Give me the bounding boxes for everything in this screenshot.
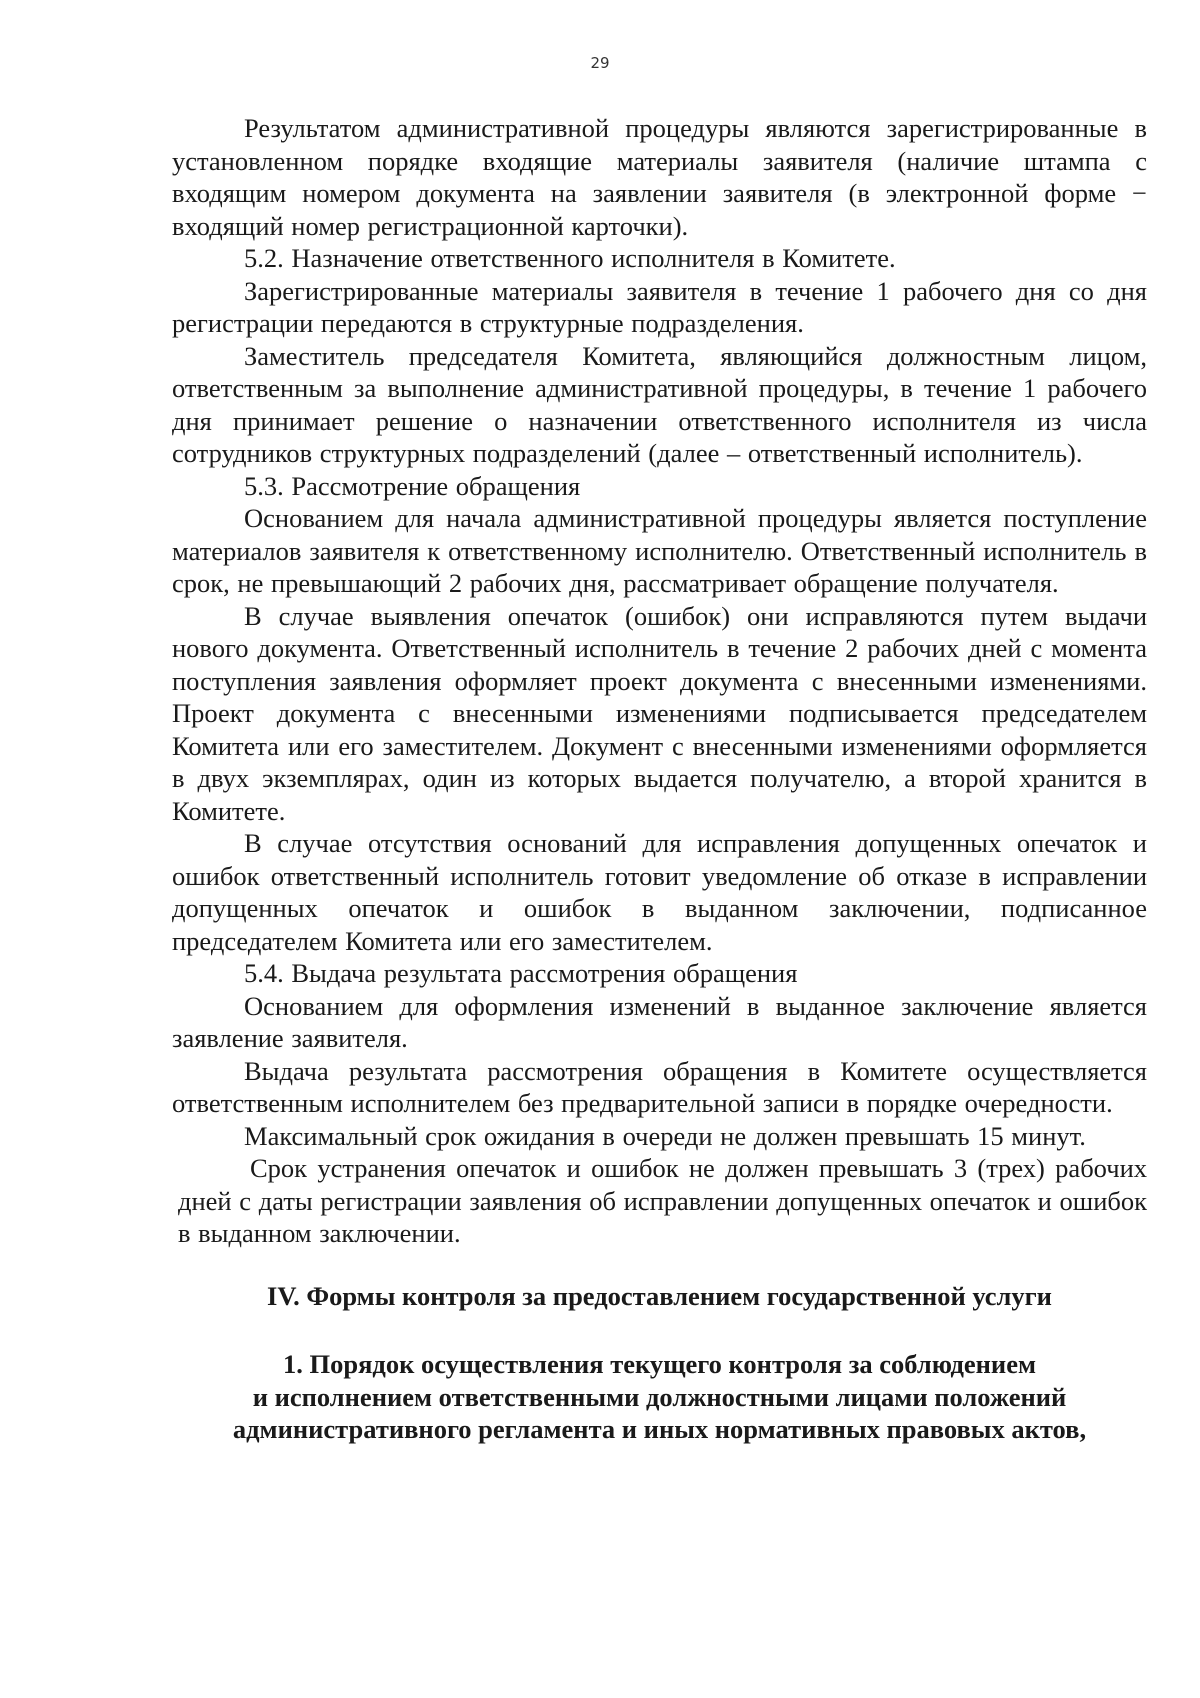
document-body [172,112,1147,1446]
paragraph-grounds-start: Основанием для начала административной процедуры является поступление материалов заявителя к ответственному исполнителю. Ответственный исполнитель в срок, не превышающий 2 рабочих дня, рассматривает обращение получателя. [172,503,1147,598]
page-number: 29 [590,54,610,72]
paragraph-deputy-chairman: Заместитель председателя Комитета, являющийся должностным лицом, ответственным за выполнение административной процедуры, в течение 1 рабочего дня принимает решение о назначении ответственного исполнителя из числа сотрудников структурных подразделений (далее – ответственный исполнитель). [172,340,1147,468]
paragraph-5-3-title: 5.3. Рассмотрение обращения [244,470,581,501]
paragraph-grounds-changes: Основанием для оформления изменений в выданное заключение является заявление заявителя. [172,990,1147,1053]
paragraph-issuance: Выдача результата рассмотрения обращения в Комитете осуществляется ответственным исполнителем без предварительной записи в порядке очередности. [172,1055,1147,1118]
paragraph-typo-correction: В случае выявления опечаток (ошибок) они исправляются путем выдачи нового документа. Ответственный исполнитель в течение 2 рабочих дней с момента поступления заявления оформляет проект документа с внесенными изменениями. Проект документа с внесенными изменениями подписывается председателем Комитета или его заместителем. Документ с внесенными изменениями оформляется в двух экземплярах, один из которых выдается получателю, а второй хранится в Комитете. [172,600,1147,826]
section-heading: IV. Формы контроля за предоставлением государственной услуги [267,1280,1052,1311]
paragraph-5-2-title: 5.2. Назначение ответственного исполнителя в Комитете. [244,243,896,273]
paragraph-registration-result: Результатом административной процедуры являются зарегистрированные в установленном порядке входящие материалы заявителя (наличие штампа с входящим номером документа на заявлении заявителя (в электронной форме − входящий номер регистрационной карточки). [172,113,1147,241]
paragraph-queue-time: Максимальный срок ожидания в очереди не должен превышать 15 минут. [244,1120,1086,1151]
paragraph-5-4-title: 5.4. Выдача результата рассмотрения обращения [244,958,798,988]
paragraph-correction-deadline: Срок устранения опечаток и ошибок не должен превышать 3 (трех) рабочих дней с даты регистрации заявления об исправлении допущенных опечаток и ошибок в выданном заключении. [178,1153,1147,1248]
paragraph-materials-transfer: Зарегистрированные материалы заявителя в течение 1 рабочего дня со дня регистрации передаются в структурные подразделения. [172,275,1147,338]
subsection-heading: 1. Порядок осуществления текущего контроля за соблюдением и исполнением ответственными должностными лицами положений административного регламента и иных нормативных правовых актов, [232,1349,1087,1444]
paragraph-refusal-notice: В случае отсутствия оснований для исправления допущенных опечаток и ошибок ответственный исполнитель готовит уведомление об отказе в исправлении допущенных опечаток и ошибок в выданном заключении, подписанное председателем Комитета или его заместителем. [172,828,1147,956]
